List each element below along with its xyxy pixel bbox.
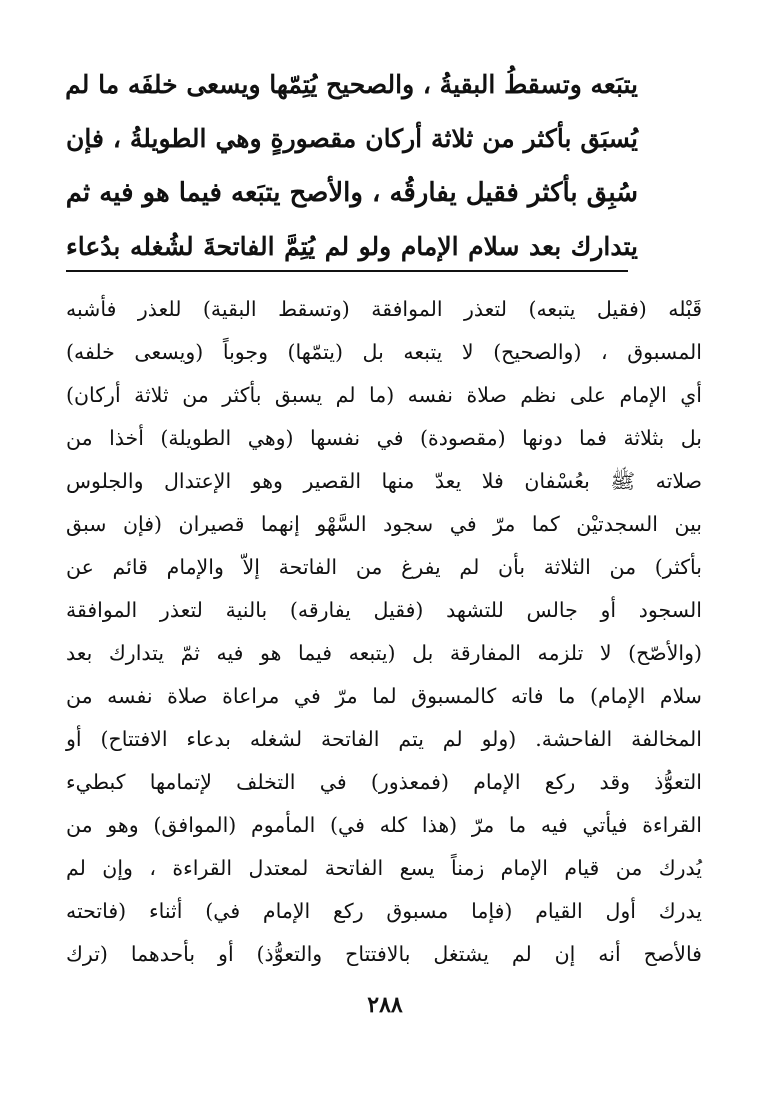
main-text-block: [66, 58, 638, 274]
commentary-line: المخالفة الفاحشة. (ولو لم يتم الفاتحة لشغله بدعاء الافتتاح) أو: [66, 727, 702, 751]
main-text-line: يُسبَق بأكثر من ثلاثة أركان مقصورةٍ وهي الطويلةُ ، فإن: [66, 124, 638, 153]
commentary-line: أي الإمام على نظم صلاة نفسه (ما لم يسبق بأكثر من ثلاثة أركان): [66, 383, 702, 407]
commentary-line: بل بثلاثة فما دونها (مقصودة) في نفسها (وهي الطويلة) أخذا من: [66, 426, 702, 450]
commentary-line: فالأصح أنه إن لم يشتغل بالافتتاح والتعوُّذ) أو بأحدهما (ترك: [66, 942, 702, 966]
commentary-line: المسبوق ، (والصحيح) لا يتبعه بل (يتمّها) وجوباً (ويسعى خلفه): [66, 340, 702, 364]
main-text-line: يتبَعه وتسقطُ البقيةُ ، والصحيح يُتِمّها ويسعى خلفَه ما لم: [65, 70, 638, 99]
commentary-line: بين السجدتيْن كما مرّ في سجود السَّهْو إنهما قصيران (فإن سبق: [66, 512, 702, 536]
commentary-line: (والأصّح) لا تلزمه المفارقة بل (يتبعه فيما هو فيه ثمّ يتدارك بعد: [66, 641, 702, 665]
main-text-line: يتدارك بعد سلام الإمام ولو لم يُتِمَّ الفاتحةَ لشُغله بدُعاء: [66, 232, 638, 261]
commentary-line: بأكثر) من الثلاثة بأن لم يفرغ من الفاتحة إلاّ والإمام قائم عن: [66, 555, 702, 579]
commentary-line: سلام الإمام) ما فاته كالمسبوق لما مرّ في مراعاة صلاة نفسه من: [66, 684, 702, 708]
commentary-line: صلاته ﷺ بعُسْفان فلا يعدّ منها القصير وهو الإعتدال والجلوس: [66, 469, 702, 493]
main-text-line: سُبِق بأكثر فقيل يفارقُه ، والأصح يتبَعه فيما هو فيه ثم: [65, 178, 638, 208]
commentary-block: [66, 288, 702, 976]
commentary-line: القراءة فيأتي فيه ما مرّ (هذا كله في) المأموم (الموافق) وهو من: [66, 813, 702, 837]
page-number: ٢٨٨: [367, 992, 403, 1018]
commentary-line: السجود أو جالس للتشهد (فقيل يفارقه) بالنية لتعذر الموافقة: [66, 598, 702, 622]
footnote-divider: [66, 270, 628, 272]
commentary-line: يدرك أول القيام (فإما مسبوق ركع الإمام في) أثناء (فاتحته: [66, 899, 702, 923]
commentary-line: التعوُّذ وقد ركع الإمام (فمعذور) في التخلف لإتمامها كبطيء: [66, 770, 702, 794]
commentary-line: قَبْله (فقيل يتبعه) لتعذر الموافقة (وتسقط البقية) للعذر فأشبه: [66, 297, 702, 321]
commentary-line: يُدرك من قيام الإمام زمناً يسع الفاتحة لمعتدل القراءة ، وإن لم: [66, 856, 702, 880]
